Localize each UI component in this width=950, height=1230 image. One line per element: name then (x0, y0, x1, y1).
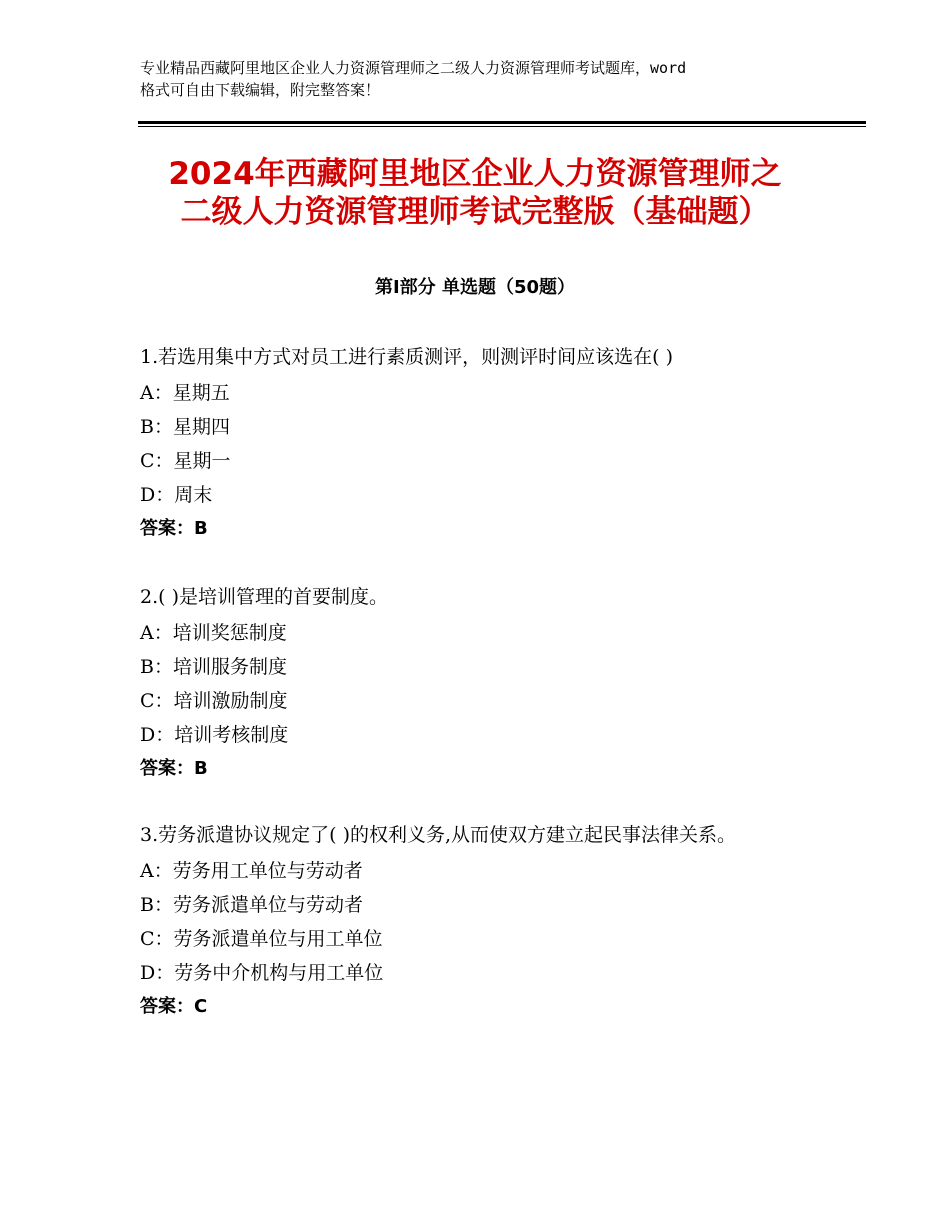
header-note (140, 57, 840, 101)
option-c: C：培训激励制度 (140, 690, 288, 712)
option-b: B：劳务派遣单位与劳动者 (140, 894, 363, 916)
option-d: D：劳务中介机构与用工单位 (140, 962, 384, 984)
question-block (140, 342, 820, 546)
document-title (120, 155, 830, 231)
document-title-line-2: 二级人力资源管理师考试完整版（基础题） (180, 194, 770, 230)
question-stem: 3.劳务派遣协议规定了( )的权利义务,从而使双方建立起民事法律关系。 (140, 824, 737, 846)
option-d: D：周末 (140, 484, 213, 506)
option-b: B：星期四 (140, 416, 230, 438)
option-b: B：培训服务制度 (140, 656, 287, 678)
header-divider-thick (138, 121, 866, 124)
option-c: C：星期一 (140, 450, 231, 472)
document-title-line-1: 2024年西藏阿里地区企业人力资源管理师之 (168, 156, 782, 192)
option-a: A：培训奖惩制度 (140, 622, 287, 644)
header-note-line-2: 格式可自由下载编辑，附完整答案！ (140, 81, 381, 99)
option-d: D：培训考核制度 (140, 724, 289, 746)
header-note-line-1: 专业精品西藏阿里地区企业人力资源管理师之二级人力资源管理师考试题库，word (140, 59, 687, 77)
answer-label: 答案：B (140, 758, 208, 779)
header-divider-thin (138, 126, 866, 127)
question-stem: 1.若选用集中方式对员工进行素质测评，则测评时间应该选在( ) (140, 346, 673, 368)
question-stem: 2.( )是培训管理的首要制度。 (140, 586, 388, 608)
section-heading: 第Ⅰ部分 单选题（50题） (374, 277, 575, 298)
question-block (140, 582, 820, 786)
option-a: A：星期五 (140, 382, 230, 404)
option-a: A：劳务用工单位与劳动者 (140, 860, 363, 882)
option-c: C：劳务派遣单位与用工单位 (140, 928, 383, 950)
question-block (140, 820, 820, 1024)
answer-label: 答案：B (140, 518, 208, 539)
answer-label: 答案：C (140, 996, 208, 1017)
